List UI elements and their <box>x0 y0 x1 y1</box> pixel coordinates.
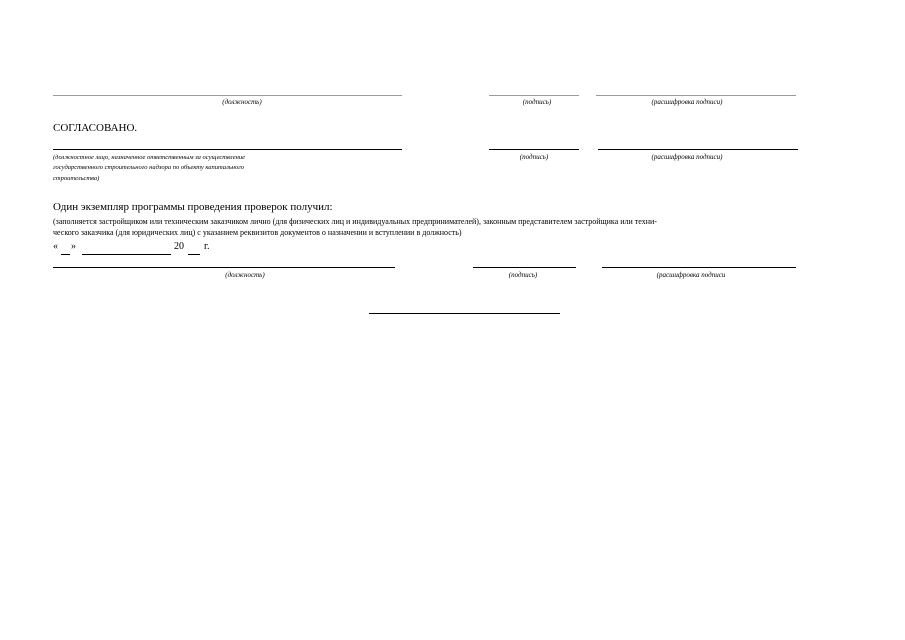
date-open-quote: « <box>53 241 58 252</box>
approval-heading: СОГЛАСОВАНО. <box>53 122 138 134</box>
position-line-1 <box>53 95 402 96</box>
day-blank <box>61 254 70 255</box>
decoding-caption-3: (расшифровка подписи <box>656 271 726 279</box>
decoding-line-1 <box>596 95 796 96</box>
signature-line-3 <box>473 267 576 268</box>
year-suffix: г. <box>204 241 210 252</box>
received-note-line-1: (заполняется застройщиком или техническим заказчиком лично (для физических лиц и индивидуальных предпринимателей), законным представителем застройщика или техни- <box>53 217 657 226</box>
official-caption-line-1: (должностное лицо, назначенное ответственным за осуществление <box>53 154 246 161</box>
signature-caption-1: (подпись) <box>522 98 552 106</box>
position-caption-1: (должность) <box>222 98 262 106</box>
received-note-line-2: ческого заказчика (для юридических лиц) с указанием реквизитов документов о назначении и вступлении в должность) <box>53 228 462 237</box>
year-blank <box>188 254 200 255</box>
signature-caption-2: (подпись) <box>519 153 549 161</box>
official-caption-line-2: государственного строительного надзора по объекту капитального <box>53 164 245 171</box>
position-caption-3: (должность) <box>225 271 265 279</box>
decoding-line-2 <box>598 149 798 150</box>
closing-separator <box>369 313 560 314</box>
signature-caption-3: (подпись) <box>508 271 538 279</box>
date-field <box>53 241 58 255</box>
month-blank <box>82 254 171 255</box>
signature-line-2 <box>489 149 579 150</box>
decoding-caption-1: (расшифровка подписи) <box>651 98 723 106</box>
decoding-line-3 <box>602 267 796 268</box>
signature-line-1 <box>489 95 579 96</box>
official-line <box>53 149 402 150</box>
year-prefix: 20 <box>174 241 184 252</box>
received-heading: Один экземпляр программы проведения проверок получил: <box>53 201 333 213</box>
date-close-quote: » <box>71 241 76 252</box>
decoding-caption-2: (расшифровка подписи) <box>651 153 723 161</box>
official-caption-line-3: строительства) <box>53 175 100 182</box>
position-line-3 <box>53 267 395 268</box>
